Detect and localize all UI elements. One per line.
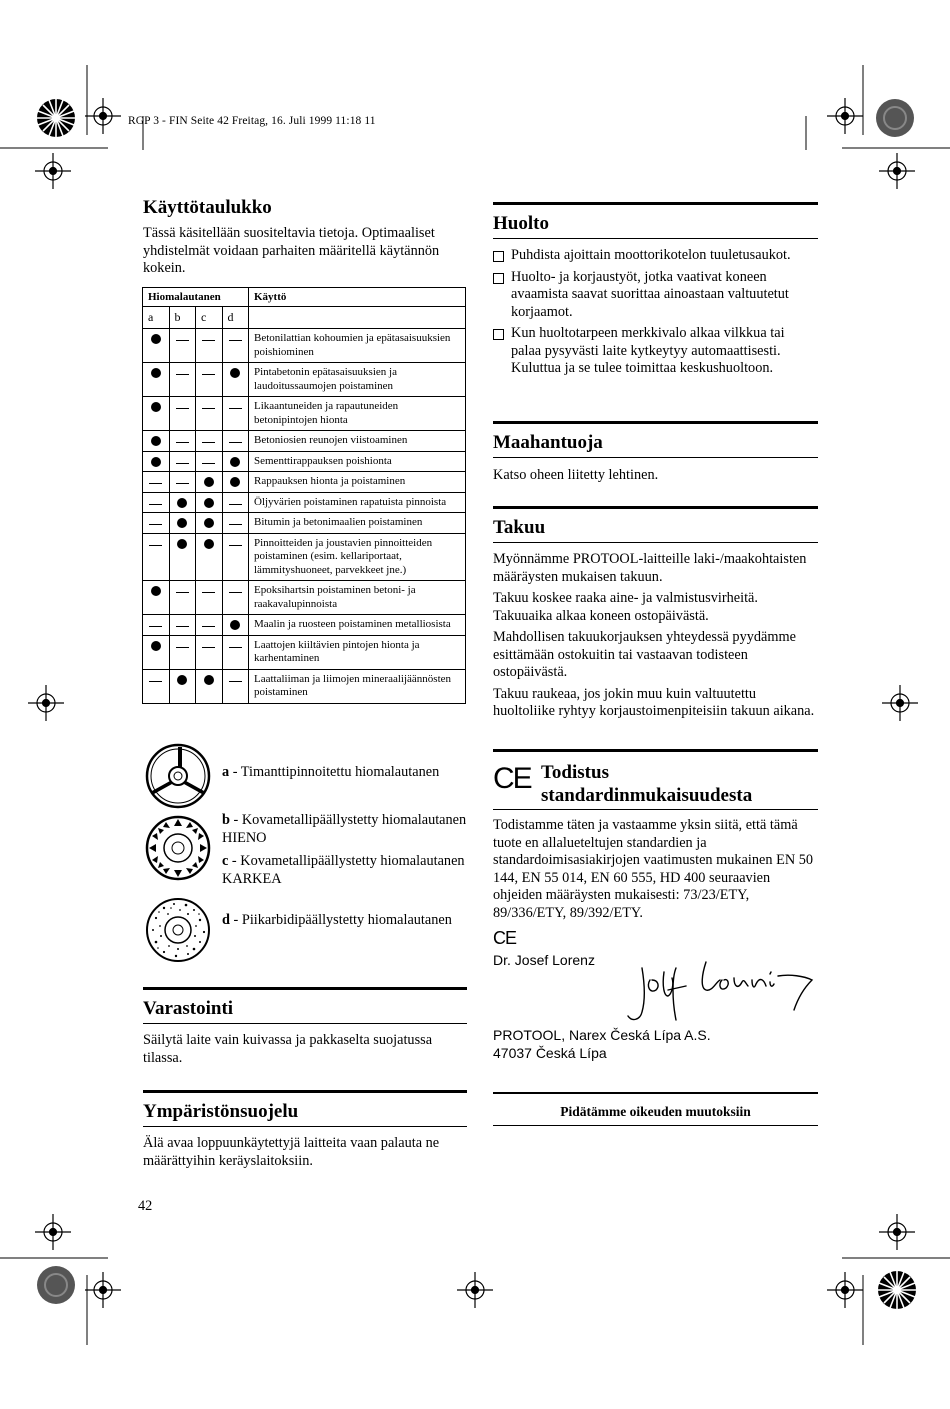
table-row (143, 615, 466, 636)
not-recommended-dash-icon (176, 626, 189, 627)
recommended-dot-icon (230, 620, 240, 630)
divider (493, 809, 818, 810)
not-recommended-dash-icon (229, 340, 242, 341)
divider (493, 749, 818, 752)
footer-note: Pidätämme oikeuden muutoksiin (560, 1104, 751, 1119)
ymparisto-title: Ympäristönsuojelu (143, 1101, 299, 1122)
table-row (143, 451, 466, 472)
checkbox-icon (493, 329, 504, 340)
not-recommended-dash-icon (176, 340, 189, 341)
divider (493, 238, 818, 239)
usage-cell: Maalin ja ruosteen poistaminen metalliosista (249, 615, 466, 636)
takuu-title: Takuu (493, 517, 546, 538)
not-recommended-dash-icon (176, 408, 189, 409)
not-recommended-dash-icon (202, 442, 215, 443)
usage-cell: Epoksihartsin poistaminen betoni- ja raakavalupinnoista (249, 581, 466, 615)
table-row (143, 397, 466, 431)
recommended-dot-icon (151, 334, 161, 344)
table-row (143, 472, 466, 493)
not-recommended-dash-icon (202, 408, 215, 409)
usage-cell: Laattojen kiiltävien pintojen hionta ja karhentaminen (249, 635, 466, 669)
divider (143, 1023, 467, 1024)
ce-mark-small-icon: CE (493, 928, 517, 948)
takuu-paragraph: Takuu raukeaa, jos jokin muu kuin valtuutettu huoltoliike ryhtyy korjaustoimenpiteisiin takuun aikana. (493, 685, 815, 719)
table-row (143, 581, 466, 615)
recommended-dot-icon (177, 539, 187, 549)
not-recommended-dash-icon (149, 483, 162, 484)
not-recommended-dash-icon (202, 340, 215, 341)
usage-cell: Pintabetonin epätasaisuuksien ja laudoitussaumojen poistaminen (249, 363, 466, 397)
table-header-use: Käyttö (249, 288, 466, 307)
recommended-dot-icon (151, 641, 161, 651)
usage-cell: Bitumin ja betonimaalien poistaminen (249, 513, 466, 534)
table-row (143, 533, 466, 581)
todistus-title: Todistus standardinmukaisuudesta (541, 762, 753, 806)
list-item: Huolto- ja korjaustyöt, jotka vaativat koneen avaamista saavat suorittaa ainoastaan valtuutetut korjaamot. (493, 269, 818, 322)
checkbox-icon (493, 273, 504, 284)
legend-a: a - Timanttipinnoitettu hiomalautanen (222, 764, 440, 780)
not-recommended-dash-icon (149, 545, 162, 546)
company-address: 47037 Česká Lípa (493, 1045, 607, 1061)
not-recommended-dash-icon (176, 463, 189, 464)
legend-b: b - Kovametallipäällystetty hiomalautanen HIENO (222, 812, 467, 846)
subheader-a: a (143, 307, 170, 329)
legend-d: d - Piikarbidipäällystetty hiomalautanen (222, 912, 452, 928)
table-row (143, 329, 466, 363)
kayttotaulukko-title: Käyttötaulukko (143, 197, 272, 218)
recommended-dot-icon (177, 518, 187, 528)
maahantuoja-text: Katso oheen liitetty lehtinen. (493, 467, 659, 483)
not-recommended-dash-icon (176, 374, 189, 375)
ymparisto-text: Älä avaa loppuunkäytettyjä laitteita vaan palauta ne määrättyihin keräyslaitoksiin. (143, 1135, 440, 1169)
divider (493, 506, 818, 509)
recommended-dot-icon (204, 477, 214, 487)
recommended-dot-icon (151, 586, 161, 596)
not-recommended-dash-icon (202, 592, 215, 593)
divider (493, 542, 818, 543)
recommended-dot-icon (177, 498, 187, 508)
not-recommended-dash-icon (229, 442, 242, 443)
recommended-dot-icon (204, 498, 214, 508)
checkbox-icon (493, 251, 504, 262)
usage-cell: Sementtirappauksen poishionta (249, 451, 466, 472)
not-recommended-dash-icon (149, 681, 162, 682)
usage-cell: Likaantuneiden ja rapautuneiden betonipintojen hionta (249, 397, 466, 431)
not-recommended-dash-icon (229, 592, 242, 593)
divider (493, 202, 818, 205)
recommended-dot-icon (204, 539, 214, 549)
divider (493, 421, 818, 424)
usage-cell: Laattaliiman ja liimojen mineraalijäännösten poistaminen (249, 669, 466, 703)
recommended-dot-icon (177, 675, 187, 685)
not-recommended-dash-icon (202, 626, 215, 627)
company-name: PROTOOL, Narex Česká Lípa A.S. (493, 1027, 711, 1043)
not-recommended-dash-icon (202, 647, 215, 648)
silicon-carbide-disc-icon (144, 896, 212, 964)
not-recommended-dash-icon (229, 545, 242, 546)
table-row (143, 363, 466, 397)
not-recommended-dash-icon (202, 374, 215, 375)
varastointi-title: Varastointi (143, 998, 234, 1019)
legend-c: c - Kovametallipäällystetty hiomalautanen KARKEA (222, 853, 465, 887)
recommended-dot-icon (151, 436, 161, 446)
subheader-d: d (222, 307, 249, 329)
divider (143, 1126, 467, 1127)
recommended-dot-icon (151, 402, 161, 412)
not-recommended-dash-icon (229, 647, 242, 648)
todistus-text: Todistamme täten ja vastaamme yksin siitä, että tämä tuote en allalueteltujen standardien ja standardoimisasiakirjojen vaatimusten mukainen EN 50 144, EN 55 014, EN 60 555, HD 400 seuraavien ohjeiden määräysten mukaisesti: 73/23/ETY, 89/336/ETY, 89/392/ETY. (493, 817, 814, 921)
list-item: Puhdista ajoittain moottorikotelon tuuletusaukot. (493, 247, 818, 265)
divider (143, 1090, 467, 1093)
signature-icon (620, 950, 820, 1025)
divider (493, 1125, 818, 1126)
huolto-list (493, 247, 818, 378)
not-recommended-dash-icon (229, 681, 242, 682)
recommended-dot-icon (204, 518, 214, 528)
recommended-dot-icon (230, 477, 240, 487)
recommended-dot-icon (230, 368, 240, 378)
list-item: Kun huoltotarpeen merkkivalo alkaa vilkkua tai palaa pysyvästi laite kytkeytyy automaattisesti. Kuluttua ja se tulee toimittaa keskushuoltoon. (493, 325, 818, 378)
table-row (143, 492, 466, 513)
carbide-disc-icon (144, 814, 212, 882)
recommended-dot-icon (151, 457, 161, 467)
table-row (143, 513, 466, 534)
varastointi-text: Säilytä laite vain kuivassa ja pakkaselta suojatussa tilassa. (143, 1032, 433, 1066)
usage-cell: Betonilattian kohoumien ja epätasaisuuksien poishiominen (249, 329, 466, 363)
diamond-disc-icon (144, 742, 212, 810)
table-row (143, 635, 466, 669)
subheader-c: c (196, 307, 223, 329)
not-recommended-dash-icon (149, 524, 162, 525)
usage-table (142, 287, 466, 704)
not-recommended-dash-icon (176, 483, 189, 484)
not-recommended-dash-icon (149, 504, 162, 505)
table-row (143, 431, 466, 452)
ce-mark-icon: CE (493, 762, 531, 795)
huolto-title: Huolto (493, 213, 549, 234)
maahantuoja-title: Maahantuoja (493, 432, 603, 453)
takuu-paragraph: Takuu koskee raaka aine- ja valmistusvirheitä. Takuuaika alkaa koneen ostopäivästä. (493, 590, 758, 624)
not-recommended-dash-icon (176, 647, 189, 648)
usage-cell: Öljyvärien poistaminen rapatuista pinnoista (249, 492, 466, 513)
not-recommended-dash-icon (176, 442, 189, 443)
signer-name: Dr. Josef Lorenz (493, 952, 595, 968)
recommended-dot-icon (230, 457, 240, 467)
not-recommended-dash-icon (202, 463, 215, 464)
divider (143, 987, 467, 990)
divider (493, 457, 818, 458)
not-recommended-dash-icon (229, 504, 242, 505)
subheader-b: b (169, 307, 196, 329)
not-recommended-dash-icon (149, 626, 162, 627)
recommended-dot-icon (204, 675, 214, 685)
table-header-disc: Hiomalautanen (143, 288, 249, 307)
page-number: 42 (138, 1198, 153, 1214)
not-recommended-dash-icon (229, 408, 242, 409)
not-recommended-dash-icon (229, 524, 242, 525)
divider (493, 1092, 818, 1094)
takuu-paragraph: Mahdollisen takuukorjauksen yhteydessä pyydämme esittämään ostokuitin tai vastaavan todisteen ostopäivästä. (493, 629, 796, 680)
usage-table-body (143, 329, 466, 704)
recommended-dot-icon (151, 368, 161, 378)
takuu-body (493, 551, 818, 721)
print-header: RGP 3 - FIN Seite 42 Freitag, 16. Juli 1999 11:18 11 (128, 115, 376, 127)
takuu-paragraph: Myönnämme PROTOOL-laitteille laki-/maakohtaisten määräysten mukaisen takuun. (493, 551, 807, 585)
usage-cell: Pinnoitteiden ja joustavien pinnoitteiden poistaminen (esim. kellariportaat, lämmityshuoneet, parvekkeet jne.) (249, 533, 466, 581)
kayttotaulukko-intro: Tässä käsitellään suositeltavia tietoja. Optimaaliset yhdistelmät voidaan parhaiten määritellä käytännön kokein. (143, 225, 440, 276)
not-recommended-dash-icon (176, 592, 189, 593)
usage-cell: Rappauksen hionta ja poistaminen (249, 472, 466, 493)
table-row (143, 669, 466, 703)
usage-cell: Betoniosien reunojen viistoaminen (249, 431, 466, 452)
